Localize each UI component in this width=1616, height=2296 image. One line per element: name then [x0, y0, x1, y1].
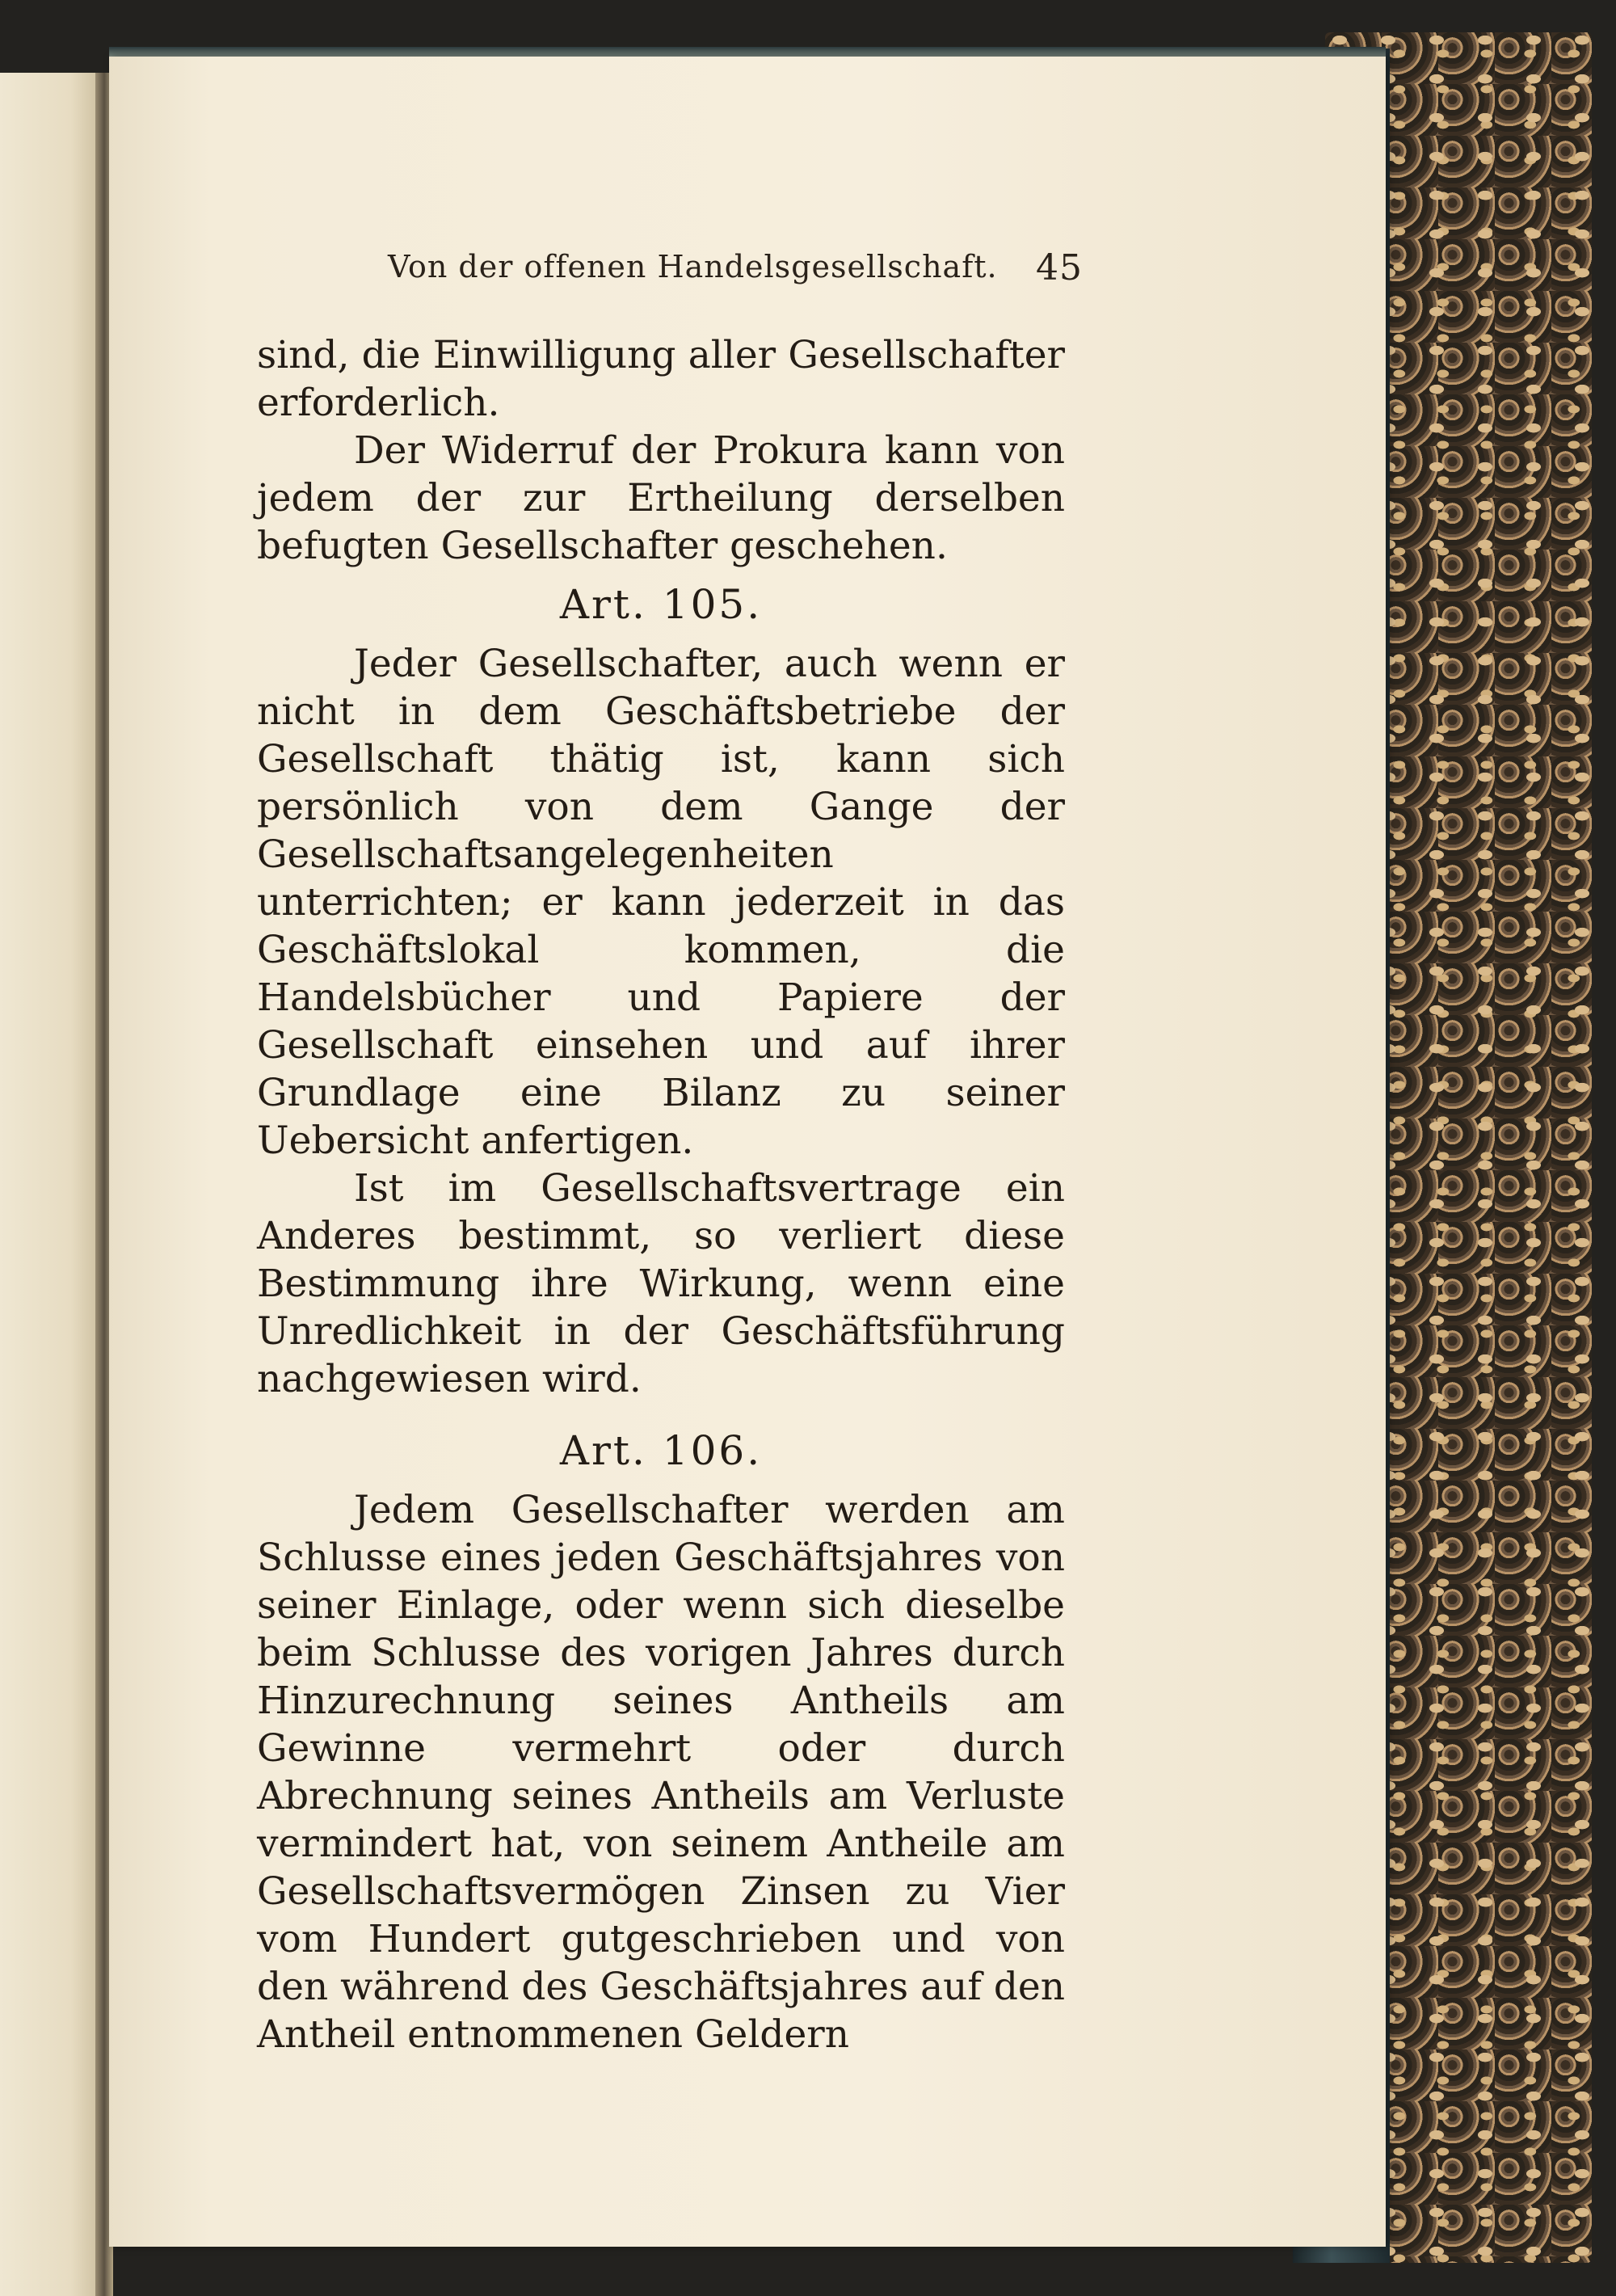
article-heading-105: Art. 105.: [559, 581, 763, 628]
running-head-title: Von der offenen Handelsgesellschaft.: [388, 249, 998, 284]
page-text: [257, 331, 1065, 2058]
page-number: 45: [1036, 247, 1083, 289]
paragraph-5: Jedem Gesellschafter werden am Schlusse eines jeden Geschäftsjahres von seiner Einlage, oder wenn sich dieselbe beim Schlusse des vorigen Jahres durch Hinzurechnung seines Antheils am Gewinne vermehrt oder durch Abrechnung seines Antheils am Verluste vermindert hat, von seinem Antheile am Gesellschaftsvermögen Zinsen zu Vier vom Hundert gutgeschrieben und von den während des Geschäftsjahres auf den Antheil entnommenen Geldern: [257, 1488, 1065, 2057]
article-heading-106: Art. 106.: [559, 1427, 763, 1474]
paragraph-3: Jeder Gesellschafter, auch wenn er nicht in dem Geschäftsbetriebe der Gesellschaft thätig ist, kann sich persönlich von dem Gange der Gesellschaftsangelegenheiten unterrichten; er kann jederzeit in das Geschäftslokal kommen, die Handelsbücher und Papiere der Gesellschaft einsehen und auf ihrer Grundlage eine Bilanz zu seiner Uebersicht anfertigen.: [257, 642, 1065, 1163]
running-head: [380, 242, 1083, 291]
left-page-edge: [0, 73, 101, 2296]
paragraph-1: sind, die Einwilligung aller Gesellschafter erforderlich.: [257, 333, 1065, 425]
paragraph-2: Der Widerruf der Prokura kann von jedem der zur Ertheilung derselben befugten Gesellschafter geschehen.: [257, 428, 1065, 568]
paragraph-4: Ist im Gesellschaftsvertrage ein Anderes bestimmt, so verliert diese Bestimmung ihre Wirkung, wenn eine Unredlichkeit in der Geschäftsführung nachgewiesen wird.: [257, 1166, 1065, 1401]
